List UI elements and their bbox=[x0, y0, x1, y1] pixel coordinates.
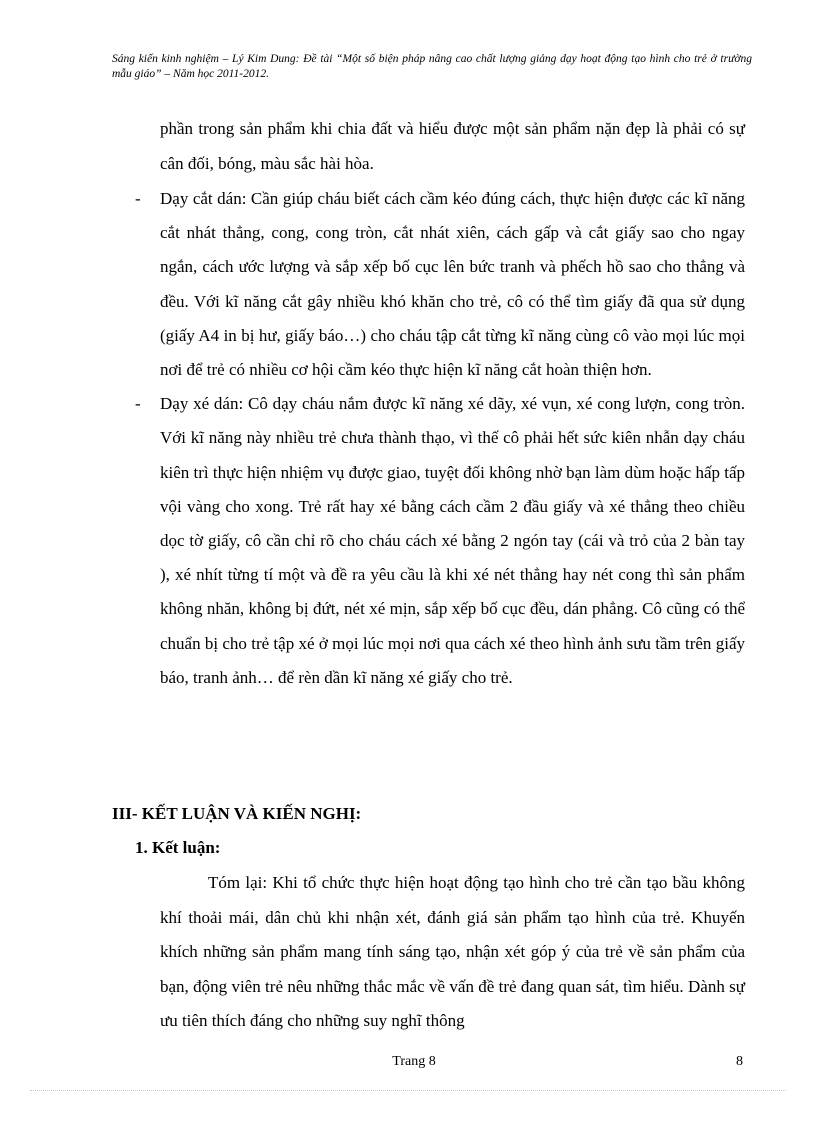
page-number: 8 bbox=[736, 1054, 743, 1069]
page-break-divider bbox=[30, 1090, 786, 1091]
page-footer-label: Trang 8 bbox=[392, 1054, 436, 1069]
list-item bbox=[130, 182, 745, 387]
bullet-text-tear-paste: Dạy xé dán: Cô dạy cháu nắm được kĩ năng xé dãy, xé vụn, xé cong lượn, cong tròn. Với kĩ năng này nhiều trẻ chưa thành thạo, vì thế cô phải hết sức kiên nhẫn dạy cháu kiên trì thực hiện nhiệm vụ được giao, tuyệt đối không nhờ bạn làm dùm hoặc hấp tấp vội vàng cho xong. Trẻ rất hay xé bằng cách cầm 2 đầu giấy và xé thẳng theo chiều dọc tờ giấy, cô cần chỉ rõ cho cháu cách xé bằng 2 ngón tay (cái và trỏ của 2 bàn tay ), xé nhít từng tí một và đề ra yêu cầu là khi xé nét thẳng hay nét cong thì sản phẩm không nhăn, không bị đứt, nét xé mịn, sắp xếp bố cục đều, dán phẳng. Cô cũng có thể chuẩn bị cho trẻ tập xé ở mọi lúc mọi nơi qua cách xé theo hình ảnh sưu tầm trên giấy báo, tranh ảnh… để rèn dần kĩ năng xé giấy cho trẻ. bbox=[160, 394, 746, 687]
continuation-paragraph: phần trong sản phẩm khi chia đất và hiểu được một sản phẩm nặn đẹp là phải có sự cân đối, bóng, màu sắc hài hòa. bbox=[160, 119, 745, 173]
bullet-dash: - bbox=[135, 189, 141, 208]
bullet-list bbox=[130, 182, 745, 695]
section-heading: III- KẾT LUẬN VÀ KIẾN NGHỊ: bbox=[112, 804, 362, 823]
bullet-dash: - bbox=[135, 394, 141, 414]
subsection-heading: 1. Kết luận: bbox=[135, 838, 221, 857]
page-header: Sáng kiến kinh nghiệm – Lý Kim Dung: Đề tài “Một số biện pháp nâng cao chất lượng giảng dạy hoạt động tạo hình cho trẻ ở trường mẫu giáo” – Năm học 2011-2012. bbox=[112, 53, 752, 80]
list-item bbox=[130, 387, 745, 695]
bullet-text-cut-paste: Dạy cắt dán: Cần giúp cháu biết cách cầm kéo đúng cách, thực hiện được các kĩ năng cắt nhát thẳng, cong, cong tròn, cắt nhát xiên, cách gấp và cắt giấy sao cho ngay ngắn, cách ước lượng và sắp xếp bố cục lên bức tranh và phếch hồ sao cho thẳng và đều. Với kĩ năng cắt gây nhiều khó khăn cho trẻ, cô có thể tìm giấy đã qua sử dụng (giấy A4 in bị hư, giấy báo…) cho cháu tập cắt từng kĩ năng cùng cô vào mọi lúc mọi nơi để trẻ có nhiều cơ hội cầm kéo thực hiện kĩ năng cắt hoàn thiện hơn. bbox=[160, 189, 745, 380]
conclusion-paragraph: Tóm lại: Khi tổ chức thực hiện hoạt động tạo hình cho trẻ cần tạo bầu không khí thoải mái, dân chủ khi nhận xét, đánh giá sản phẩm tạo hình của trẻ. Khuyến khích những sản phẩm mang tính sáng tạo, nhận xét góp ý của trẻ về sản phẩm của bạn, động viên trẻ nêu những thắc mắc về vấn đề trẻ đang quan sát, tìm hiểu. Dành sự ưu tiên thích đáng cho những suy nghĩ thông bbox=[160, 873, 745, 1030]
